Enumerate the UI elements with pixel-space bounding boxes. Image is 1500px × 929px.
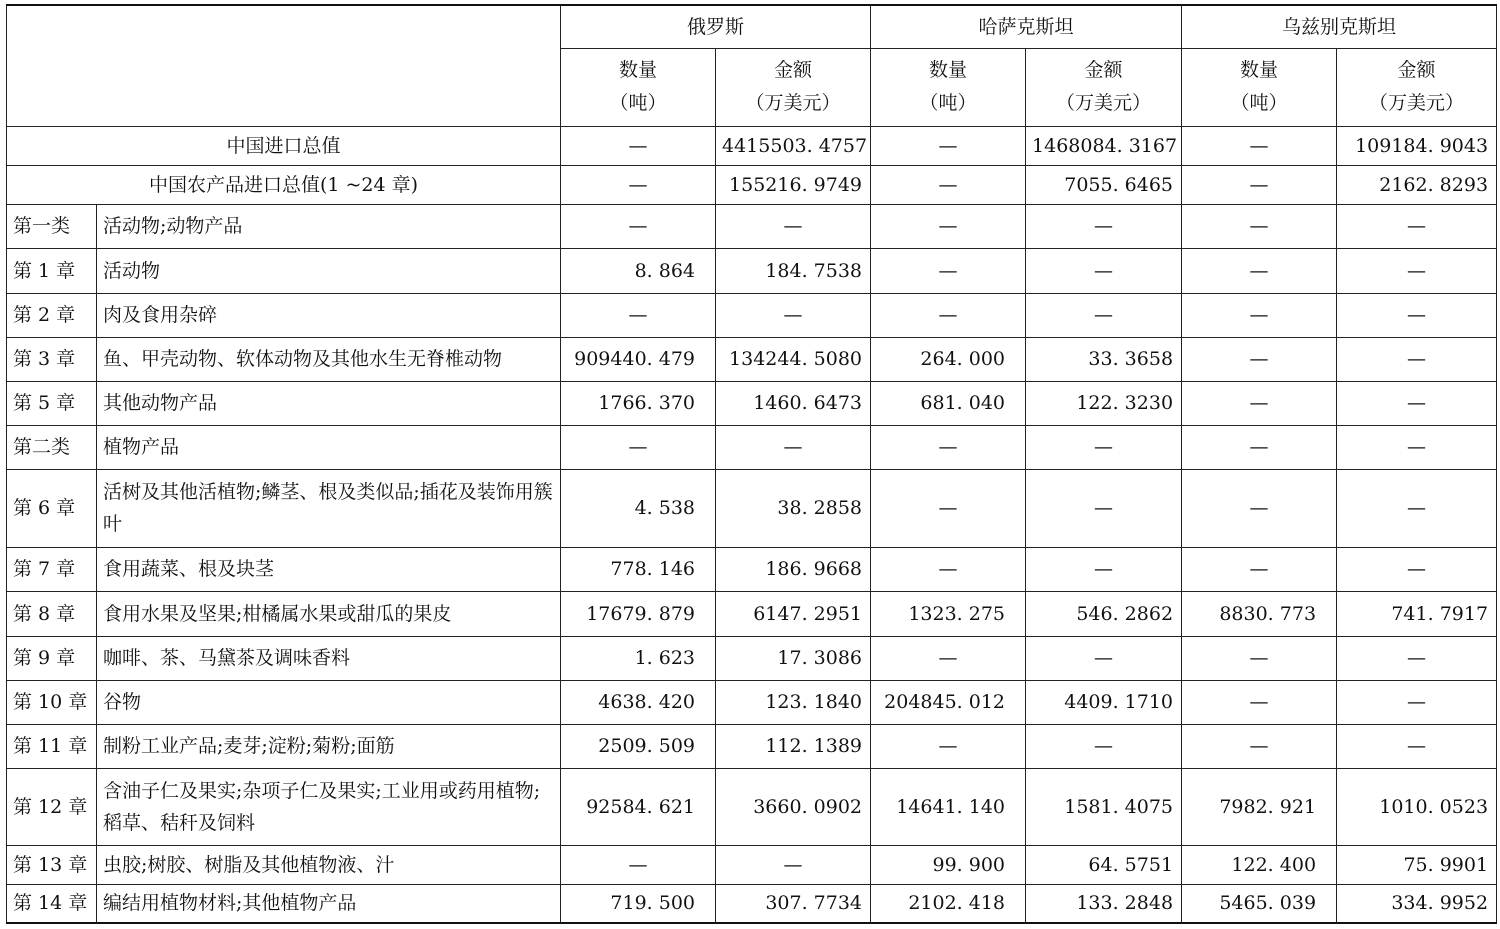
value-cell: — (1182, 724, 1337, 768)
value-cell: 133. 2848 (1026, 884, 1182, 923)
value-cell: 5465. 039 (1182, 884, 1337, 923)
import-table (6, 4, 1497, 924)
value-cell: — (1337, 636, 1497, 680)
value-cell: 4409. 1710 (1026, 680, 1182, 724)
value-cell: 112. 1389 (716, 724, 871, 768)
header-country-uzbekistan: 乌兹别克斯坦 (1182, 5, 1497, 48)
value-cell: — (1182, 680, 1337, 724)
value-cell: — (1026, 204, 1182, 248)
table-row (7, 845, 1497, 884)
value-cell: 122. 3230 (1026, 381, 1182, 425)
table-row (7, 248, 1497, 293)
value-cell: 4638. 420 (561, 680, 716, 724)
amt-label: 金额 (774, 59, 813, 81)
value-cell: — (871, 425, 1026, 469)
description-cell: 肉及食用杂碎 (97, 293, 561, 337)
value-cell: — (1337, 381, 1497, 425)
value-cell: 204845. 012 (871, 680, 1026, 724)
value-cell: 1. 623 (561, 636, 716, 680)
value-cell: 2162. 8293 (1337, 165, 1497, 204)
qty-unit: （吨） (919, 92, 977, 114)
value-cell: 14641. 140 (871, 768, 1026, 845)
qty-label: 数量 (1240, 59, 1279, 81)
table-row (7, 469, 1497, 547)
qty-label: 数量 (618, 59, 657, 81)
table-row (7, 680, 1497, 724)
value-cell: — (871, 248, 1026, 293)
table-body (7, 204, 1497, 923)
value-cell: — (1026, 636, 1182, 680)
table-row (7, 636, 1497, 680)
table-row (7, 724, 1497, 768)
description-cell: 制粉工业产品;麦芽;淀粉;菊粉;面筋 (97, 724, 561, 768)
value-cell: 2102. 418 (871, 884, 1026, 923)
value-cell: — (1182, 469, 1337, 547)
value-cell: — (561, 425, 716, 469)
value-cell: 2509. 509 (561, 724, 716, 768)
value-cell: — (1337, 547, 1497, 591)
value-cell: — (716, 204, 871, 248)
value-cell: — (1337, 248, 1497, 293)
value-cell: — (871, 547, 1026, 591)
value-cell: — (871, 469, 1026, 547)
value-cell: 155216. 9749 (716, 165, 871, 204)
table-row (7, 425, 1497, 469)
chapter-cell: 第 14 章 (7, 884, 97, 923)
qty-label: 数量 (929, 59, 968, 81)
table-row (7, 337, 1497, 381)
value-cell: — (1337, 724, 1497, 768)
value-cell: — (561, 126, 716, 165)
value-cell: 1323. 275 (871, 591, 1026, 636)
value-cell: — (1182, 381, 1337, 425)
value-cell: 1766. 370 (561, 381, 716, 425)
value-cell: 909440. 479 (561, 337, 716, 381)
description-cell: 编结用植物材料;其他植物产品 (97, 884, 561, 923)
value-cell: 8830. 773 (1182, 591, 1337, 636)
value-cell: — (716, 425, 871, 469)
amt-unit: （万美元） (1369, 92, 1465, 114)
description-cell: 咖啡、茶、马黛茶及调味香料 (97, 636, 561, 680)
value-cell: 1581. 4075 (1026, 768, 1182, 845)
description-cell: 植物产品 (97, 425, 561, 469)
header-amt-kazakhstan (1026, 48, 1182, 126)
description-cell: 谷物 (97, 680, 561, 724)
value-cell: 334. 9952 (1337, 884, 1497, 923)
description-cell: 活树及其他活植物;鳞茎、根及类似品;插花及装饰用簇叶 (97, 469, 561, 547)
chapter-cell: 第 8 章 (7, 591, 97, 636)
header-country-russia: 俄罗斯 (561, 5, 871, 48)
value-cell: — (871, 293, 1026, 337)
chapter-cell: 第 5 章 (7, 381, 97, 425)
value-cell: 264. 000 (871, 337, 1026, 381)
chapter-cell: 第 10 章 (7, 680, 97, 724)
amt-unit: （万美元） (1056, 92, 1152, 114)
header-qty-russia (561, 48, 716, 126)
value-cell: 134244. 5080 (716, 337, 871, 381)
description-cell: 活动物;动物产品 (97, 204, 561, 248)
value-cell: — (716, 293, 871, 337)
import-table-wrapper (6, 4, 1497, 924)
value-cell: 741. 7917 (1337, 591, 1497, 636)
amt-label: 金额 (1084, 59, 1123, 81)
description-cell: 食用水果及坚果;柑橘属水果或甜瓜的果皮 (97, 591, 561, 636)
value-cell: 3660. 0902 (716, 768, 871, 845)
value-cell: 122. 400 (1182, 845, 1337, 884)
table-row (7, 293, 1497, 337)
table-row (7, 204, 1497, 248)
value-cell: 1468084. 3167 (1026, 126, 1182, 165)
value-cell: — (1337, 337, 1497, 381)
summary-label: 中国农产品进口总值(1 ~24 章) (7, 165, 561, 204)
value-cell: — (1182, 337, 1337, 381)
value-cell: — (1337, 469, 1497, 547)
value-cell: — (871, 724, 1026, 768)
value-cell: 99. 900 (871, 845, 1026, 884)
qty-unit: （吨） (1230, 92, 1288, 114)
header-qty-kazakhstan (871, 48, 1026, 126)
value-cell: — (1182, 165, 1337, 204)
value-cell: — (1182, 636, 1337, 680)
value-cell: — (1182, 204, 1337, 248)
value-cell: 33. 3658 (1026, 337, 1182, 381)
value-cell: — (1337, 680, 1497, 724)
value-cell: 1010. 0523 (1337, 768, 1497, 845)
value-cell: 7055. 6465 (1026, 165, 1182, 204)
value-cell: — (1182, 293, 1337, 337)
value-cell: 8. 864 (561, 248, 716, 293)
header-corner-cell (7, 5, 561, 126)
value-cell: 92584. 621 (561, 768, 716, 845)
description-cell: 活动物 (97, 248, 561, 293)
value-cell: — (1026, 469, 1182, 547)
description-cell: 虫胶;树胶、树脂及其他植物液、汁 (97, 845, 561, 884)
table-row (7, 591, 1497, 636)
chapter-cell: 第 11 章 (7, 724, 97, 768)
value-cell: — (1026, 425, 1182, 469)
table-row (7, 768, 1497, 845)
value-cell: 546. 2862 (1026, 591, 1182, 636)
description-cell: 鱼、甲壳动物、软体动物及其他水生无脊椎动物 (97, 337, 561, 381)
value-cell: 681. 040 (871, 381, 1026, 425)
chapter-cell: 第 2 章 (7, 293, 97, 337)
qty-unit: （吨） (609, 92, 667, 114)
value-cell: — (716, 845, 871, 884)
table-row (7, 884, 1497, 923)
value-cell: 186. 9668 (716, 547, 871, 591)
header-country-kazakhstan: 哈萨克斯坦 (871, 5, 1182, 48)
value-cell: — (871, 126, 1026, 165)
chapter-cell: 第 6 章 (7, 469, 97, 547)
header-amt-uzbekistan (1337, 48, 1497, 126)
value-cell: — (1182, 248, 1337, 293)
value-cell: — (561, 845, 716, 884)
value-cell: 64. 5751 (1026, 845, 1182, 884)
description-cell: 其他动物产品 (97, 381, 561, 425)
value-cell: — (871, 165, 1026, 204)
chapter-cell: 第二类 (7, 425, 97, 469)
header-qty-uzbekistan (1182, 48, 1337, 126)
value-cell: — (1182, 547, 1337, 591)
table-row (7, 381, 1497, 425)
summary-label: 中国进口总值 (7, 126, 561, 165)
value-cell: 17. 3086 (716, 636, 871, 680)
value-cell: — (871, 636, 1026, 680)
value-cell: 1460. 6473 (716, 381, 871, 425)
value-cell: — (1026, 293, 1182, 337)
chapter-cell: 第一类 (7, 204, 97, 248)
value-cell: — (561, 165, 716, 204)
value-cell: — (561, 293, 716, 337)
value-cell: — (1337, 425, 1497, 469)
chapter-cell: 第 7 章 (7, 547, 97, 591)
summary-row-agri-import (7, 165, 1497, 204)
value-cell: 109184. 9043 (1337, 126, 1497, 165)
chapter-cell: 第 12 章 (7, 768, 97, 845)
amt-label: 金额 (1397, 59, 1436, 81)
value-cell: — (871, 204, 1026, 248)
table-row (7, 547, 1497, 591)
value-cell: 184. 7538 (716, 248, 871, 293)
description-cell: 食用蔬菜、根及块茎 (97, 547, 561, 591)
header-row-countries (7, 5, 1497, 48)
value-cell: 307. 7734 (716, 884, 871, 923)
header-amt-russia (716, 48, 871, 126)
value-cell: — (561, 204, 716, 248)
chapter-cell: 第 1 章 (7, 248, 97, 293)
value-cell: 38. 2858 (716, 469, 871, 547)
value-cell: 123. 1840 (716, 680, 871, 724)
chapter-cell: 第 13 章 (7, 845, 97, 884)
summary-row-total-import (7, 126, 1497, 165)
value-cell: 75. 9901 (1337, 845, 1497, 884)
value-cell: — (1026, 547, 1182, 591)
value-cell: — (1026, 248, 1182, 293)
value-cell: 4415503. 4757 (716, 126, 871, 165)
chapter-cell: 第 3 章 (7, 337, 97, 381)
chapter-cell: 第 9 章 (7, 636, 97, 680)
value-cell: — (1182, 126, 1337, 165)
value-cell: 4. 538 (561, 469, 716, 547)
value-cell: 7982. 921 (1182, 768, 1337, 845)
value-cell: 17679. 879 (561, 591, 716, 636)
value-cell: — (1337, 293, 1497, 337)
value-cell: 778. 146 (561, 547, 716, 591)
value-cell: — (1182, 425, 1337, 469)
amt-unit: （万美元） (745, 92, 841, 114)
value-cell: — (1026, 724, 1182, 768)
value-cell: 6147. 2951 (716, 591, 871, 636)
description-cell: 含油子仁及果实;杂项子仁及果实;工业用或药用植物;稻草、秸秆及饲料 (97, 768, 561, 845)
value-cell: 719. 500 (561, 884, 716, 923)
value-cell: — (1337, 204, 1497, 248)
